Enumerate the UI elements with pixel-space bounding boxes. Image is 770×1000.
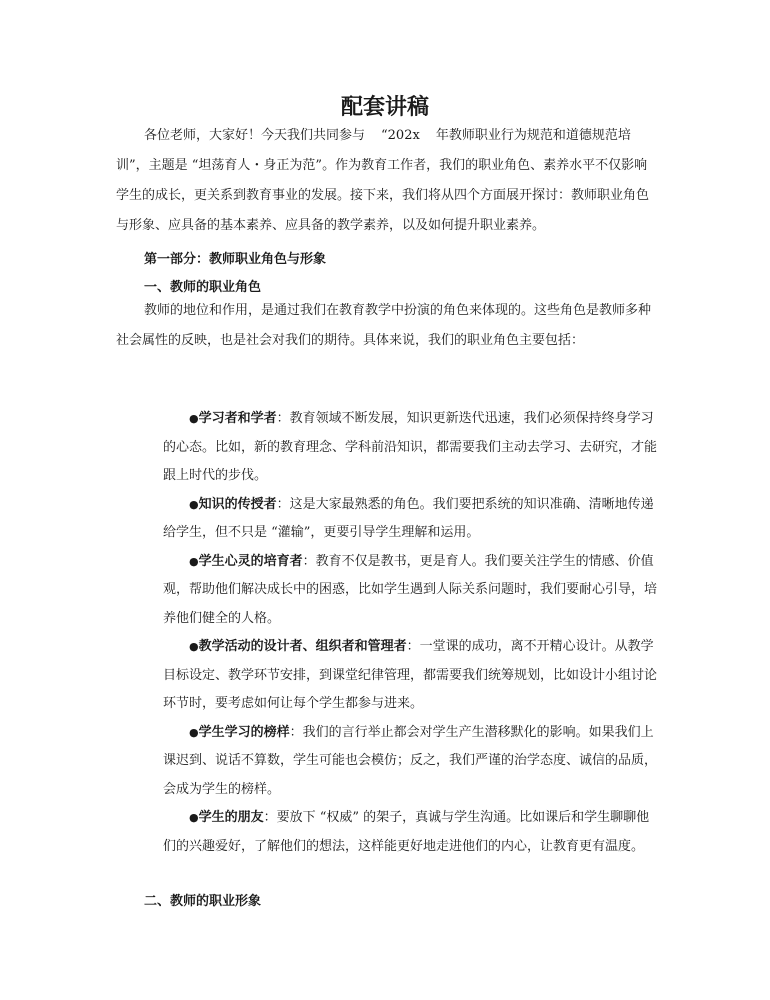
role-text: ：一堂课的成功，离不开精心设计。从教学目标设定、教学环节安排，到课堂纪律管理，都需要我们统筹规划，比如设计小组讨论环节时，要考虑如何让每个学生都参与进来。 (163, 639, 658, 711)
role-term: 学习者和学者 (198, 411, 277, 426)
list-item (163, 719, 657, 805)
role-text: ：这是大家最熟悉的角色。我们要把系统的知识准确、清晰地传递给学生，但不只是 “灌输”，更要引导学生理解和运用。 (163, 496, 654, 540)
subsection-2-heading: 二、教师的职业形象 (144, 894, 262, 909)
bullet-icon: ● (189, 497, 199, 511)
role-text: ：教育不仅是教书，更是育人。我们要关注学生的情感、价值观，帮助他们解决成长中的困惑，比如学生遇到人际关系问题时，我们要耐心引导，培养他们健全的人格。 (163, 553, 658, 626)
list-item (163, 633, 657, 719)
document-title: 配套讲稿 (340, 94, 429, 120)
intro-part-3: 年教师职业行为规范和道德规范培训”，主题是 “坦荡育人・身正为范”。作为教育工作者，我们的职业角色、素养水平不仅影响学生的成长，更关系到教育事业的发展。接下来，我们将从四个方面展开探讨：教师职业角色与形象、应具备的基本素养、应具备的教学素养，以及如何提升职业素养。 (116, 128, 650, 233)
bullet-icon: ● (189, 554, 199, 568)
role-term: 教学活动的设计者、组织者和管理者 (198, 639, 407, 654)
role-term: 学生心灵的培育者 (198, 553, 303, 569)
bullet-icon: ● (189, 811, 199, 824)
role-term: 学生学习的榜样 (198, 724, 290, 740)
intro-paragraph (116, 121, 658, 241)
bullet-icon: ● (189, 725, 199, 739)
role-text: ：教育领域不断发展，知识更新迭代迅速，我们必须保持终身学习的心态。比如，新的教育理念、学科前沿知识，都需要我们主动去学习、去研究，才能跟上时代的步伐。 (163, 411, 658, 483)
subsection-1-heading: 一、教师的职业角色 (144, 280, 262, 295)
role-term: 学生的朋友 (198, 810, 264, 825)
roles-list (163, 405, 657, 861)
list-item (163, 491, 657, 548)
intro-part-1: 各位老师，大家好！今天我们共同参与 (144, 128, 366, 143)
role-term: 知识的传授者 (198, 496, 277, 512)
intro-part-2: “202x (381, 128, 420, 143)
bullet-icon: ● (189, 640, 199, 653)
section-1-heading: 第一部分：教师职业角色与形象 (144, 252, 327, 267)
subsection-1-body: 教师的地位和作用，是通过我们在教育教学中扮演的角色来体现的。这些角色是教师多种社会属性的反映，也是社会对我们的期待。具体来说，我们的职业角色主要包括： (116, 303, 652, 348)
bullet-icon: ● (189, 412, 199, 425)
role-text: ：要放下 “权威” 的架子，真诚与学生沟通。比如课后和学生聊聊他们的兴趣爱好，了解他们的想法，这样能更好地走进他们的内心，让教育更有温度。 (163, 810, 650, 854)
role-text: ：我们的言行举止都会对学生产生潜移默化的影响。如果我们上课迟到、说话不算数，学生可能也会模仿；反之，我们严谨的治学态度、诚信的品质，会成为学生的榜样。 (163, 724, 658, 797)
list-item (163, 405, 657, 491)
list-item (163, 804, 657, 861)
list-item (163, 548, 657, 634)
